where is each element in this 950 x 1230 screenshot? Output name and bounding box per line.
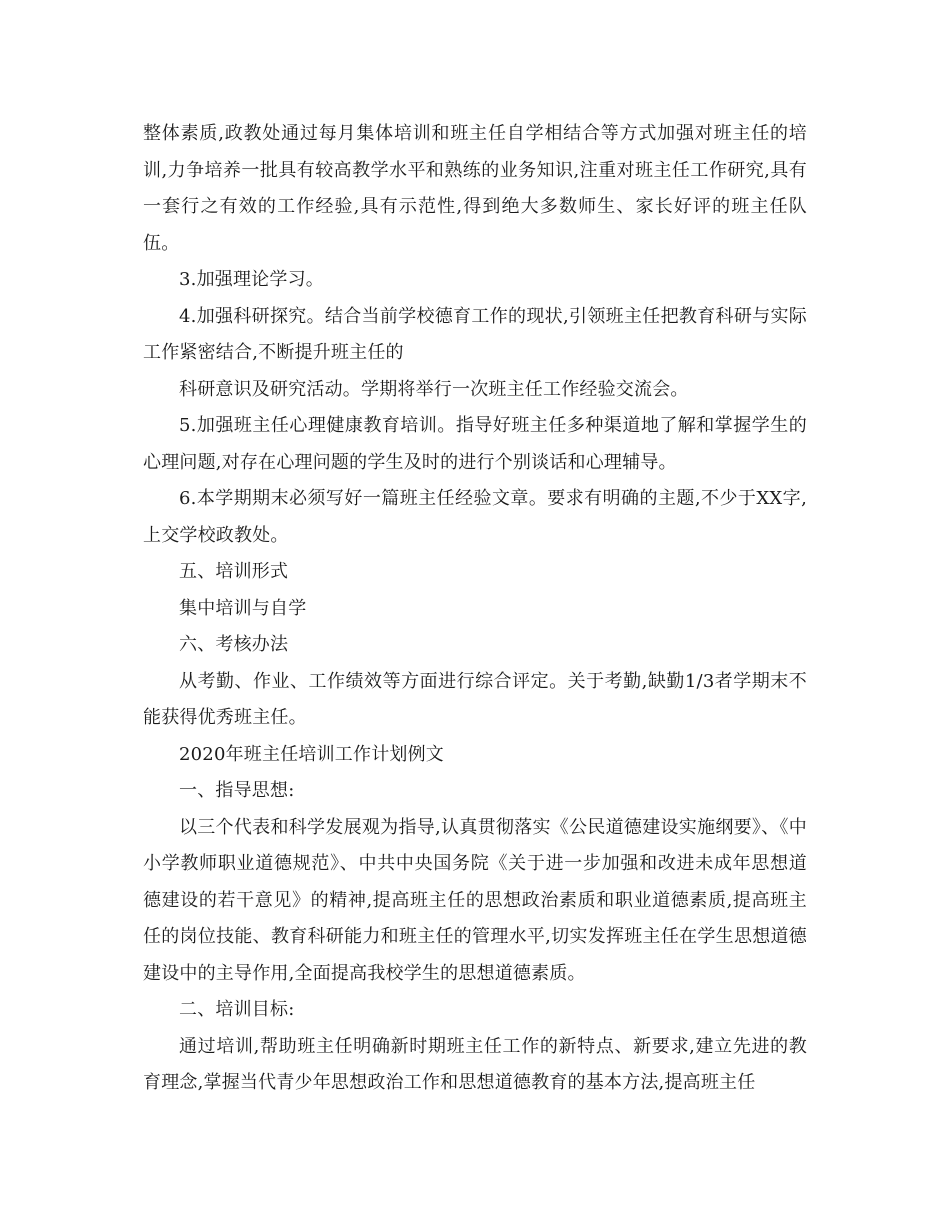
paragraph: 整体素质,政教处通过每月集体培训和班主任自学相结合等方式加强对班主任的培训,力争培养一批具有较高教学水平和熟练的业务知识,注重对班主任工作研究,具有一套行之有效的工作经验,具有示范性,得到绝大多数师生、家长好评的班主任队伍。 — [143, 123, 807, 254]
paragraph: 从考勤、作业、工作绩效等方面进行综合评定。关于考勤,缺勤1/3者学期末不能获得优秀班主任。 — [143, 670, 807, 728]
paragraph: 集中培训与自学 — [179, 597, 307, 619]
paragraph: 通过培训,帮助班主任明确新时期班主任工作的新特点、新要求,建立先进的教育理念,掌握当代青少年思想政治工作和思想道德教育的基本方法,提高班主任 — [143, 1035, 807, 1093]
section-heading: 二、培训目标: — [179, 999, 295, 1020]
document-body — [143, 116, 807, 1102]
paragraph: 5.加强班主任心理健康教育培训。指导好班主任多种渠道地了解和掌握学生的心理问题,对存在心理问题的学生及时的进行个别谈话和心理辅导。 — [143, 415, 807, 473]
section-heading: 六、考核办法 — [179, 634, 289, 655]
paragraph: 6.本学期期末必须写好一篇班主任经验文章。要求有明确的主题,不少于XX字,上交学校政教处。 — [143, 488, 807, 546]
paragraph: 4.加强科研探究。结合当前学校德育工作的现状,引领班主任把教育科研与实际工作紧密结合,不断提升班主任的 — [143, 305, 807, 363]
document-title: 2020年班主任培训工作计划例文 — [179, 743, 445, 765]
section-heading: 五、培训形式 — [179, 561, 289, 582]
section-heading: 一、指导思想: — [179, 780, 295, 801]
paragraph: 3.加强理论学习。 — [179, 269, 324, 290]
paragraph: 科研意识及研究活动。学期将举行一次班主任工作经验交流会。 — [179, 378, 689, 400]
paragraph: 以三个代表和科学发展观为指导,认真贯彻落实《公民道德建设实施纲要》、《中小学教师职业道德规范》、中共中央国务院《关于进一步加强和改进未成年思想道德建设的若干意见》的精神,提高班主任的思想政治素质和职业道德素质,提高班主任的岗位技能、教育科研能力和班主任的管理水平,切实发挥班主任在学生思想道德建设中的主导作用,全面提高我校学生的思想道德素质。 — [143, 816, 807, 984]
